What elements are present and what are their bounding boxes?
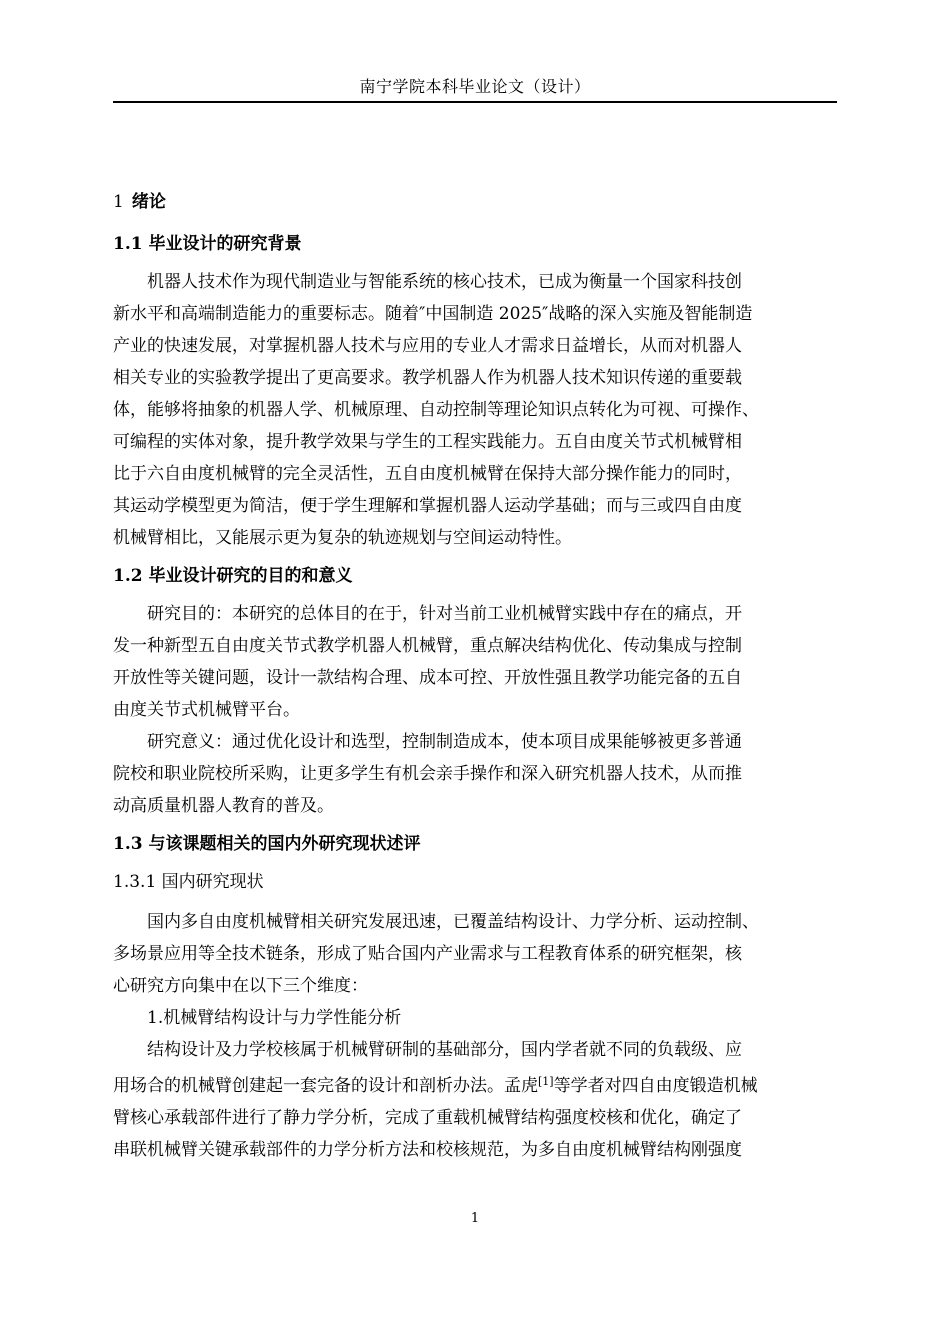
text-line: 研究目的：本研究的总体目的在于，针对当前工业机械臂实践中存在的痛点，开 — [147, 604, 742, 624]
text-line: 开放性等关键问题，设计一款结构合理、成本可控、开放性强且教学功能完备的五自 — [113, 668, 742, 688]
text-line: 比于六自由度机械臂的完全灵活性，五自由度机械臂在保持大部分操作能力的同时， — [113, 464, 742, 484]
text-line: 可编程的实体对象，提升教学效果与学生的工程实践能力。五自由度关节式机械臂相 — [113, 432, 742, 452]
paragraph-research-purpose — [113, 598, 837, 726]
text-line: 新水平和高端制造能力的重要标志。随着″中国制造 2025″战略的深入实施及智能制造 — [113, 304, 753, 324]
text-line: 国内多自由度机械臂相关研究发展迅速，已覆盖结构设计、力学分析、运动控制、 — [147, 912, 759, 932]
paragraph-domestic-intro — [113, 906, 837, 1002]
text-fragment: 等学者对四自由度锻造机械 — [553, 1076, 758, 1096]
text-line: 发一种新型五自由度关节式教学机器人机械臂，重点解决结构优化、传动集成与控制 — [113, 636, 742, 656]
text-line: 臂核心承载部件进行了静力学分析，完成了重载机械臂结构强度校核和优化，确定了 — [113, 1108, 742, 1128]
subsection-title-1-3-1: 1.3.1 国内研究现状 — [113, 872, 264, 892]
text-line: 相关专业的实验教学提出了更高要求。教学机器人作为机器人技术知识传递的重要载 — [113, 368, 742, 388]
text-line: 动高质量机器人教育的普及。 — [113, 796, 334, 816]
running-header: 南宁学院本科毕业论文（设计） — [359, 77, 591, 96]
text-line: 研究意义：通过优化设计和选型，控制制造成本，使本项目成果能够被更多普通 — [147, 732, 742, 752]
paragraph-research-significance — [113, 726, 837, 822]
text-line: 产业的快速发展，对掌握机器人技术与应用的专业人才需求日益增长，从而对机器人 — [113, 336, 742, 356]
document-body — [113, 186, 837, 1166]
text-line: 串联机械臂关键承载部件的力学分析方法和校核规范，为多自由度机械臂结构刚强度 — [113, 1140, 742, 1160]
chapter-number: 1 — [113, 192, 124, 212]
section-title-1-1: 1.1 毕业设计的研究背景 — [113, 234, 302, 254]
text-fragment: 用场合的机械臂创建起一套完备的设计和剖析办法。孟虎 — [113, 1076, 538, 1096]
text-line: 结构设计及力学校核属于机械臂研制的基础部分，国内学者就不同的负载级、应 — [147, 1040, 742, 1060]
text-line: 其运动学模型更为简洁，便于学生理解和掌握机器人运动学基础；而与三或四自由度 — [113, 496, 742, 516]
section-title-1-3: 1.3 与该课题相关的国内外研究现状述评 — [113, 834, 421, 854]
text-line: 机器人技术作为现代制造业与智能系统的核心技术，已成为衡量一个国家科技创 — [147, 272, 742, 292]
text-line-with-citation — [113, 1066, 837, 1102]
text-line: 心研究方向集中在以下三个维度： — [113, 976, 368, 996]
section-title-1-2: 1.2 毕业设计研究的目的和意义 — [113, 566, 353, 586]
chapter-title — [113, 186, 837, 218]
chapter-name: 绪论 — [131, 192, 166, 212]
paragraph-research-background — [113, 266, 837, 554]
text-line: 体，能够将抽象的机器人学、机械原理、自动控制等理论知识点转化为可视、可操作、 — [113, 400, 759, 420]
list-item-structure-design: 1.机械臂结构设计与力学性能分析 — [147, 1008, 402, 1028]
text-line: 多场景应用等全技术链条，形成了贴合国内产业需求与工程教育体系的研究框架，核 — [113, 944, 742, 964]
header-rule — [113, 101, 837, 103]
text-line: 院校和职业院校所采购，让更多学生有机会亲手操作和深入研究机器人技术，从而推 — [113, 764, 742, 784]
text-line: 机械臂相比，又能展示更为复杂的轨迹规划与空间运动特性。 — [113, 528, 572, 548]
text-line: 由度关节式机械臂平台。 — [113, 700, 300, 720]
page-number: 1 — [470, 1211, 480, 1226]
paragraph-structure-analysis — [113, 1034, 837, 1166]
citation-reference[interactable]: [1] — [538, 1075, 554, 1088]
